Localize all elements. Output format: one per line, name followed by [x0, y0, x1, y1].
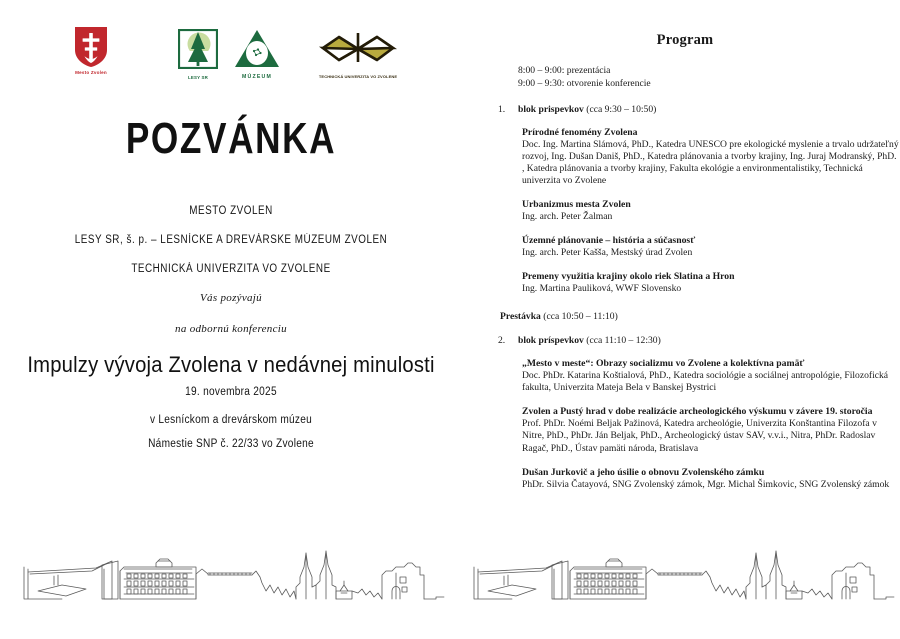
program-block-1-header: [470, 104, 900, 115]
program-entry-title: Územné plánovanie – história a súčasnosť: [522, 234, 696, 246]
program-pause-time: (cca 10:50 – 11:10): [543, 311, 618, 323]
program-column: [470, 0, 900, 560]
coat-of-arms-icon: [74, 26, 108, 68]
program-entry-title: Dušan Jurkovič a jeho úsilie o obnovu Zvolenského zámku: [522, 466, 765, 478]
program-entry: [522, 406, 900, 454]
muzeum-logo-caption: MÚZEUM: [242, 74, 272, 80]
program-entry: [522, 271, 900, 295]
program-pause-label: Prestávka: [500, 311, 541, 323]
program-block-2-number: 2.: [498, 335, 506, 347]
conference-address: Námestie SNP č. 22/33 vo Zvolene: [148, 438, 314, 450]
program-block-1-number: 1.: [498, 103, 506, 115]
program-time-item: 9:00 – 9:30: otvorenie konferencie: [518, 77, 651, 89]
organizer-line: TECHNICKÁ UNIVERZITA VO ZVOLENE: [131, 263, 331, 275]
invite-object: na odbornú konferenciu: [175, 323, 287, 335]
program-entry-authors: PhDr. Silvia Čatayová, SNG Zvolenský zámok, Mgr. Michal Šimkovic, SNG Zvolenský zámok: [522, 478, 890, 490]
tuzvo-logo: [306, 30, 410, 79]
program-entry-authors: Ing. arch. Peter Žalman: [522, 210, 613, 222]
program-entry: [522, 199, 900, 223]
program-block-2-entries: [522, 358, 900, 491]
program-entry: [522, 235, 900, 259]
program-entry-authors: Doc. PhDr. Katarina Koštialová, PhD., Katedra sociológie a sociálnej antropológie, Filozofická fakulta, Univerzita Mateja Bela v Banskej Bystrici: [522, 370, 889, 394]
page-title: POZVÁNKA: [125, 114, 337, 163]
skyline-illustration: [0, 547, 900, 633]
invite-verb: Vás pozývajú: [200, 292, 262, 304]
museum-triangle-icon: [234, 29, 280, 69]
program-entry-authors: Doc. Ing. Martina Slámová, PhD., Katedra UNESCO pre ekologické myslenie a trvalo udržateľný rozvoj, Ing. Dušan Daniš, PhD., Katedra plánovania a tvorby krajiny, Ing. Juraj Modranský, PhD. , Katedra plánovania a tvorby krajiny, Fakulta ekológie a environmentalistiky, Technická univerzita vo Zvolene: [522, 138, 899, 186]
conference-venue: v Lesníckom a drevárskom múzeu: [149, 414, 313, 426]
program-block-2-header: [470, 335, 900, 346]
skyline-half-left: [0, 547, 450, 633]
program-entry-authors: Prof. PhDr. Noémi Beljak Pažinová, Katedra archeológie, Univerzita Konštantina Filozofa v Nitre, PhD., PhDr. Ján Beljak, PhD., Archeologický ústav SAV, v.v.i., Nitra, PhDr. Radoslav Ragač, PhD., Ústav pamäti národa, Bratislava: [522, 418, 877, 454]
conference-date: 19. novembra 2025: [185, 386, 277, 398]
program-entry: [522, 358, 900, 394]
program-entry: [522, 467, 900, 491]
organizer-logo-row: [0, 24, 462, 86]
program-block-1-time: (cca 9:30 – 10:50): [586, 103, 657, 115]
mesto-zvolen-logo: [62, 26, 120, 76]
mesto-zvolen-logo-caption: Mesto Zvolen: [75, 70, 107, 75]
program-time-item: 8:00 – 9:00: prezentácia: [518, 65, 611, 76]
program-heading: Program: [656, 32, 714, 48]
muzeum-logo: [228, 29, 286, 80]
program-entry-title: Prírodné fenomény Zvolena: [522, 126, 638, 138]
organizer-line: MESTO ZVOLEN: [189, 205, 273, 217]
program-entry-title: Zvolen a Pustý hrad v dobe realizácie archeologického výskumu v závere 19. storočia: [522, 406, 873, 418]
invitation-left-column: [0, 0, 462, 560]
organizers-block: [0, 205, 462, 354]
program-block-1-entries: [522, 127, 900, 296]
zvolen-skyline-icon: [0, 547, 450, 633]
tree-icon: [178, 29, 218, 69]
skyline-half-right: [450, 547, 900, 633]
zvolen-skyline-icon: [450, 547, 900, 633]
program-block-1-label: blok prispevkov: [518, 103, 584, 115]
program-entry: [522, 127, 900, 187]
tuzvo-logo-caption: TECHNICKÁ UNIVERZITA VO ZVOLENE: [318, 74, 398, 79]
program-time-list: [518, 65, 900, 91]
program-block-2-time: (cca 11:10 – 12:30): [586, 335, 661, 347]
program-pause: [500, 311, 900, 322]
program-entry-title: Premeny využitia krajiny okolo riek Slatina a Hron: [522, 271, 735, 283]
organizer-line: LESY SR, š. p. – LESNÍCKE A DREVÁRSKE MÚZEUM ZVOLEN: [74, 234, 388, 246]
program-entry-title: „Mesto v meste“: Obrazy socializmu vo Zvolene a kolektívna pamäť: [522, 358, 805, 370]
program-block-2-label: blok príspevkov: [518, 335, 584, 347]
lesy-sr-logo: [174, 29, 222, 80]
program-entry-title: Urbanizmus mesta Zvolen: [522, 198, 631, 210]
conference-title: Impulzy vývoja Zvolena v nedávnej minulosti: [27, 352, 435, 377]
lesy-sr-logo-caption: LESY SR: [187, 75, 209, 80]
technical-university-emblem-icon: [309, 30, 407, 68]
program-entry-authors: Ing. Martina Pauliková, WWF Slovensko: [522, 283, 682, 295]
program-entry-authors: Ing. arch. Peter Kašša, Mestský úrad Zvolen: [522, 246, 693, 258]
